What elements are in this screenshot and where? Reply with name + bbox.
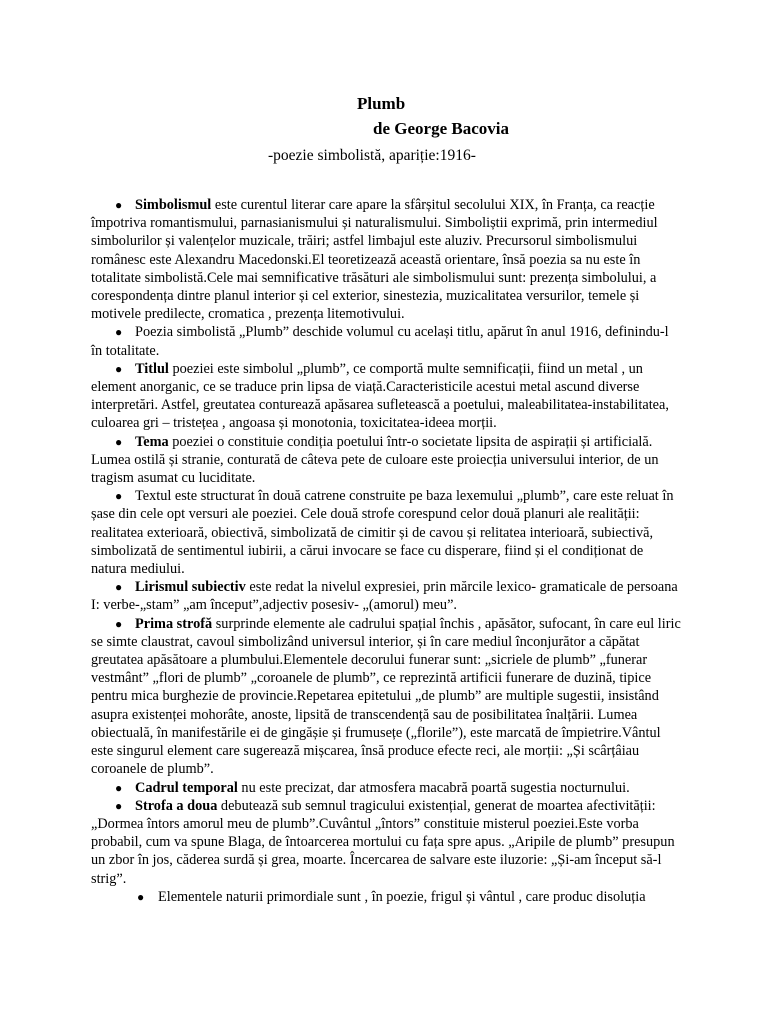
list-item <box>91 779 681 797</box>
item-keyword: Prima strofă <box>135 615 213 632</box>
list-item <box>91 323 681 359</box>
item-keyword: Lirismul subiectiv <box>135 579 246 596</box>
list-item <box>91 615 681 779</box>
list-item <box>91 888 681 906</box>
bullet-icon: ● <box>115 434 123 449</box>
item-text: Elementele naturii primordiale sunt , în poezie, frigul și vântul , care produc disoluția <box>158 888 646 905</box>
item-text: poeziei este simbolul „plumb”, ce comportă multe semnificații, fiind un metal , un element anorganic, ce se traduce prin lipsa de viață.Caracteristicile acestui metal ascund diverse interpretări. Astfel, greutatea conturează apăsarea sufletească a poetului, maleabilitatea-instabilitatea, culoarea gri – tristețea , angoasa și monotonia, toxicitatea-ideea morții. <box>91 360 669 432</box>
bullet-icon: ● <box>115 780 123 795</box>
list-item <box>91 578 681 614</box>
item-keyword: Simbolismul <box>135 197 212 213</box>
list-item <box>91 487 681 578</box>
bullet-icon: ● <box>115 798 123 813</box>
item-text: este curentul literar care apare la sfârșitul secolului XIX, în Franța, ca reacție împotriva romantismului, parnasianismului și naturalismului. Simboliștii exprimă, prin intermediul simbolurilor și valențelor muzicale, trăiri; astfel limbajul este aluziv. Precursorul simbolismului românesc este Alexandru Macedonski.El teoretizează această orientare, însă poezia sa nu este în totalitate simbolistă.Cele mai semnificative trăsături ale simbolismului sunt: prezența simbolului, a corespondența dintre planul interior și cel exterior, sinestezia, muzicalitatea versurilor, temele și motivele predilecte, cromatica , prezența litemotivului. <box>91 197 658 323</box>
item-keyword: Tema <box>135 433 169 450</box>
item-keyword: Titlul <box>135 360 169 377</box>
bullet-icon: ● <box>115 325 123 340</box>
page-title: Plumb <box>357 94 406 113</box>
item-text: surprinde elemente ale cadrului spațial închis , apăsător, sufocant, în care eul liric se simte claustrat, cavoul simbolizând universul interior, și în care mediul înconjurător a căpătat greutatea apăsătoare a plumbului.Elementele decorului funerar sunt: „sicriele de plumb” „funerar vestmânt” „flori de plumb” „coroanele de plumb”, ce reprezintă artificii funerare de duzină, tipice pentru mica burghezie de provincie.Repetarea epitetului „de plumb” are multiple sugestii, insistând asupra existenței mohorâte, anoste, lipsită de transcendență sau de posibilitatea înalțării. Lumea obiectuală, în manifestările ei de gingășie și frumusețe („florile”), este marcată de împietrire.Vântul este singurul element care sugerează mișcarea, însă produce efecte reci, ale morții: „Și scârțâiau coroanele de plumb”. <box>91 615 681 778</box>
list-item <box>91 433 681 488</box>
item-keyword: Cadrul temporal <box>135 779 238 796</box>
item-text: nu este precizat, dar atmosfera macabră poartă sugestia nocturnului. <box>237 779 630 796</box>
list-item <box>91 196 681 323</box>
subtitle: -poezie simbolistă, apariție:1916- <box>268 147 476 164</box>
bullet-icon: ● <box>115 361 123 376</box>
list-item <box>91 797 681 888</box>
item-text: poeziei o constituie condiția poetului într-o societate lipsita de aspirații și artificială. Lumea ostilă și stranie, conturată de câteva pete de culoare este proiecția universului interior, de un tragism asumat cu luciditate. <box>91 433 659 487</box>
item-text: Poezia simbolistă „Plumb” deschide volumul cu același titlu, apărut în anul 1916, definindu-l în totalitate. <box>91 324 669 359</box>
item-text: debutează sub semnul tragicului existențial, generat de moartea afectivității: „Dormea întors amorul meu de plumb”.Cuvântul „întors” constituie misterul poeziei.Este vorba probabil, cum va spune Blaga, de întoarcerea mortului cu fața spre apus. „Aripile de plumb” presupun un zbor în jos, căderea surdă și grea, moarte. Încercarea de salvare este iluzorie: „Și-am început să-l strig”. <box>91 797 675 887</box>
author-line: de George Bacovia <box>373 119 509 138</box>
list-item <box>91 360 681 433</box>
bullet-icon: ● <box>115 489 123 504</box>
bullet-list <box>91 196 681 906</box>
item-keyword: Strofa a doua <box>135 797 218 814</box>
bullet-icon: ● <box>115 580 123 595</box>
item-text: este redat la nivelul expresiei, prin mărcile lexico- gramaticale de persoana I: verbe-„stam” „am început”,adjectiv posesiv- „(amorul) meu”. <box>91 579 678 614</box>
bullet-icon: ● <box>115 616 123 631</box>
item-text: Textul este structurat în două catrene construite pe baza lexemului „plumb”, care este reluat în șase din cele opt versuri ale poeziei. Cele două strofe corespund celor două planuri ale realității: realitatea exterioară, obiectivă, simbolizată de cimitir și de cavou și relitatea interioară, subiectivă, simbolizată de sentimentul iubirii, a cărui invocare se face cu disperare, fiind și el condiționat de natura mediului. <box>91 488 674 578</box>
bullet-icon: ● <box>115 198 123 212</box>
bullet-icon: ● <box>137 889 145 904</box>
